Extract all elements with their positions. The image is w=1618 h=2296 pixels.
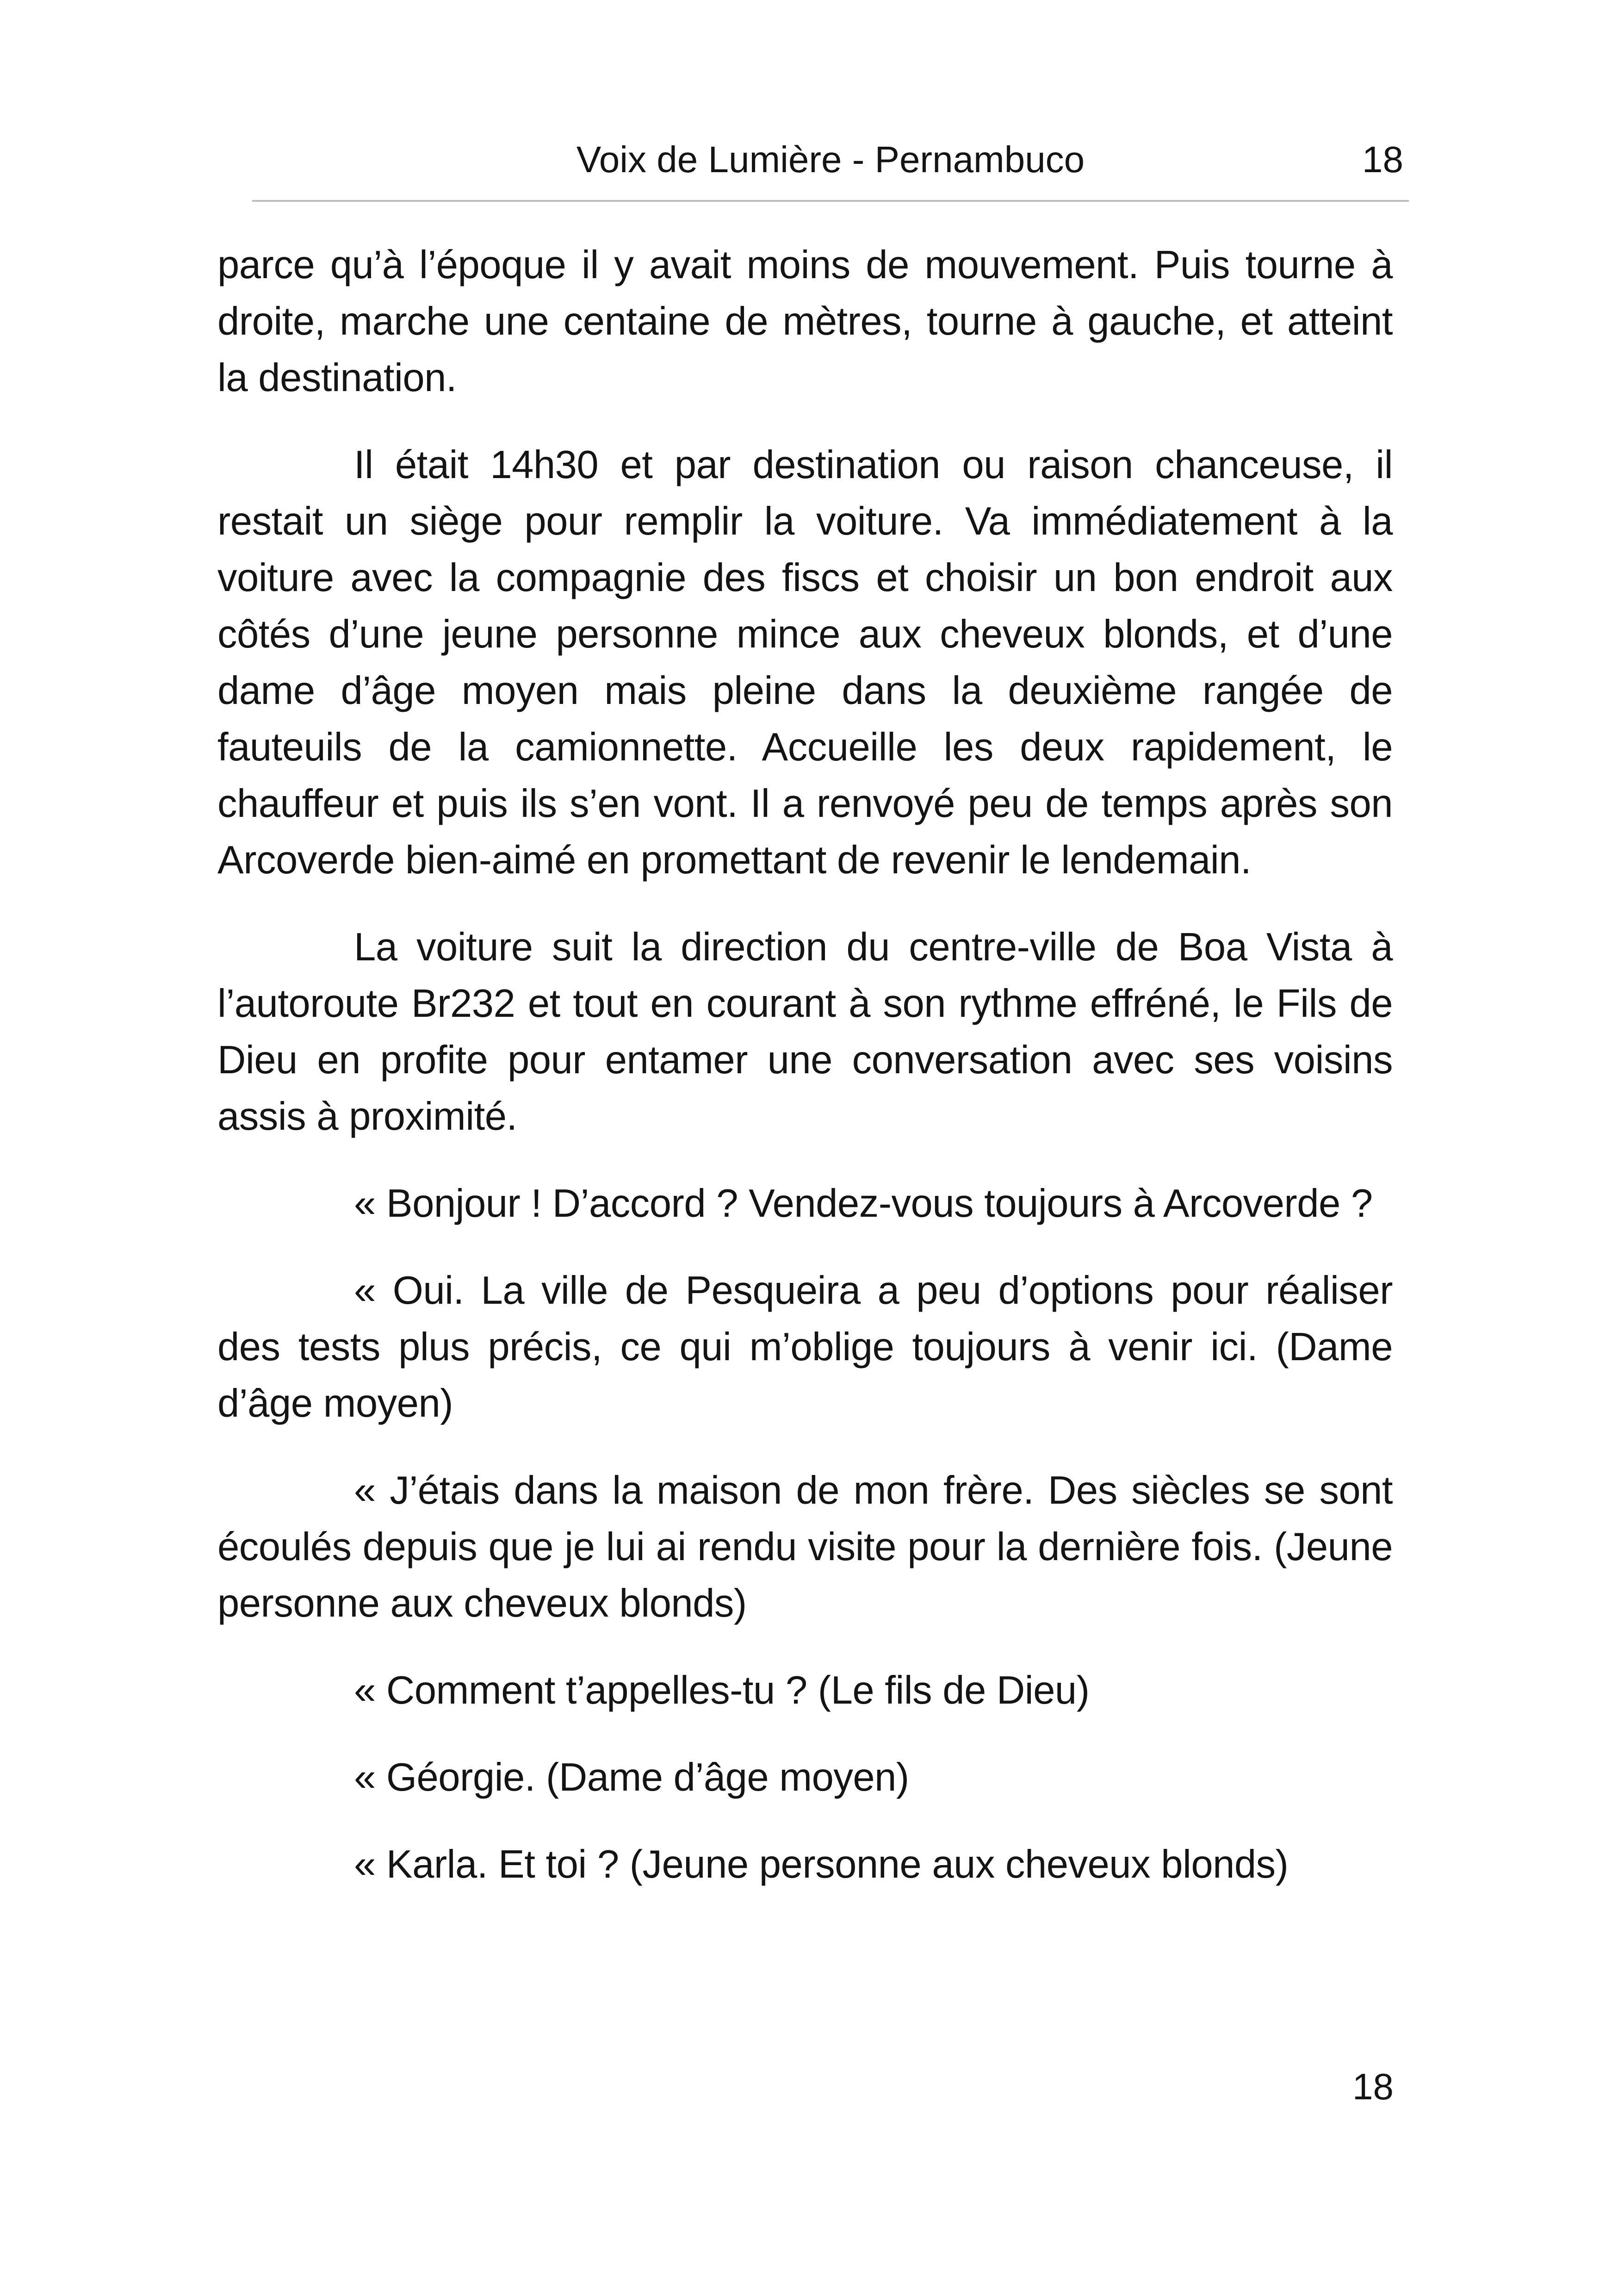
dialogue-line-6: « Karla. Et toi ? (Jeune personne aux cheveux blonds) [354,1842,1289,1886]
footer-page-number: 18 [1352,2066,1394,2107]
dialogue-line-3: « J’étais dans la maison de mon frère. Des siècles se sont écoulés depuis que je lui ai rendu visite pour la dernière fois. (Jeune personne aux cheveux blonds) [217,1468,1393,1625]
header-page-number: 18 [1362,139,1403,180]
paragraph-2: Il était 14h30 et par destination ou raison chanceuse, il restait un siège pour remplir la voiture. Va immédiatement à la voiture avec la compagnie des fiscs et choisir un bon endroit aux côtés d’une jeune personne mince aux cheveux blonds, et d’une dame d’âge moyen mais pleine dans la deuxième rangée de fauteuils de la camionnette. Accueille les deux rapidement, le chauffeur et puis ils s’en vont. Il a renvoyé peu de temps après son Arcoverde bien-aimé en promettant de revenir le lendemain. [217,443,1393,882]
page-body [217,237,1393,1923]
dialogue-line-4: « Comment t’appelles-tu ? (Le fils de Dieu) [354,1668,1090,1712]
dialogue-line-2: « Oui. La ville de Pesqueira a peu d’options pour réaliser des tests plus précis, ce qui m’oblige toujours à venir ici. (Dame d’âge moyen) [217,1269,1393,1425]
running-header [252,132,1409,187]
dialogue-line-5: « Géorgie. (Dame d’âge moyen) [354,1755,909,1799]
book-title: Voix de Lumière - Pernambuco [576,139,1085,180]
header-divider [252,200,1409,202]
paragraph-1: parce qu’à l’époque il y avait moins de mouvement. Puis tourne à droite, marche une centaine de mètres, tourne à gauche, et atteint la destination. [217,243,1393,400]
dialogue-line-1: « Bonjour ! D’accord ? Vendez-vous toujours à Arcoverde ? [354,1182,1373,1226]
paragraph-3: La voiture suit la direction du centre-ville de Boa Vista à l’autoroute Br232 et tout en courant à son rythme effréné, le Fils de Dieu en profite pour entamer une conversation avec ses voisins assis à proximité. [217,925,1393,1139]
